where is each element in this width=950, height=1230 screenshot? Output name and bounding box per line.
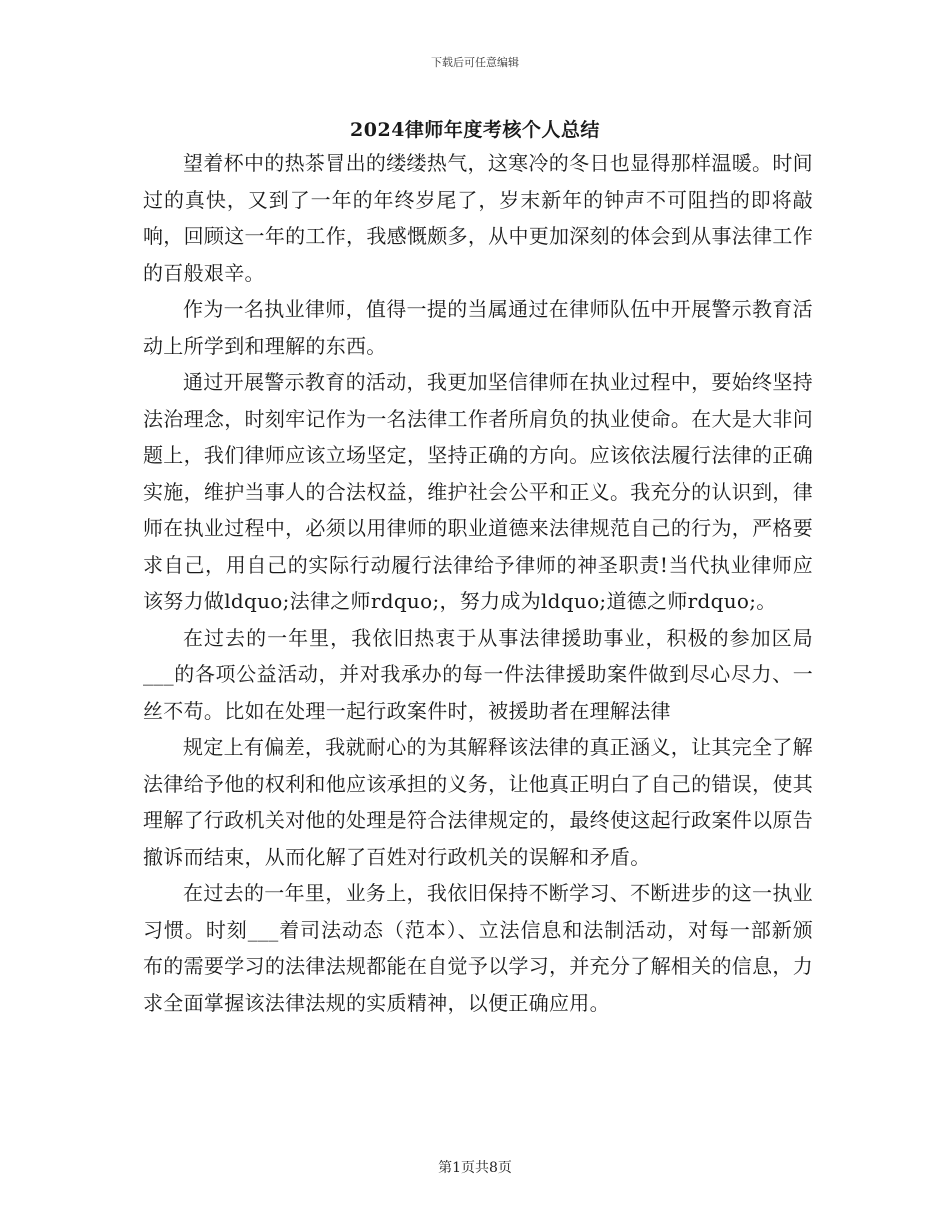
paragraph-2: 作为一名执业律师，值得一提的当属通过在律师队伍中开展警示教育活动上所学到和理解的东西。	[143, 297, 813, 358]
paragraph-3: 通过开展警示教育的活动，我更加坚信律师在执业过程中，要始终坚持法治理念，时刻牢记作为一名法律工作者所肩负的执业使命。在大是大非问题上，我们律师应该立场坚定，坚持正确的方向。应该依法履行法律的正确实施，维护当事人的合法权益，维护社会公平和正义。我充分的认识到，律师在执业过程中，必须以用律师的职业道德来法律规范自己的行为，严格要求自己，用自己的实际行动履行法律给予律师的神圣职责!当代执业律师应该努力做ldquo;法律之师rdquo;，努力成为ldquo;道德之师rdquo;。	[143, 370, 813, 613]
document-body	[143, 145, 813, 1021]
paragraph-1: 望着杯中的热茶冒出的缕缕热气，这寒冷的冬日也显得那样温暖。时间过的真快，又到了一年的年终岁尾了，岁末新年的钟声不可阻挡的即将敲响，回顾这一年的工作，我感慨颇多，从中更加深刻的体会到从事法律工作的百般艰辛。	[143, 151, 813, 285]
page-header-note: 下载后可任意编辑	[431, 56, 519, 69]
paragraph-4: 在过去的一年里，我依旧热衷于从事法律援助事业，积极的参加区局___的各项公益活动，并对我承办的每一件法律援助案件做到尽心尽力、一丝不苟。比如在处理一起行政案件时，被援助者在理解法律	[143, 625, 813, 723]
page-number: 第1页共8页	[438, 1160, 512, 1176]
document-title: 2024律师年度考核个人总结	[350, 119, 600, 141]
paragraph-6: 在过去的一年里，业务上，我依旧保持不断学习、不断进步的这一执业习惯。时刻___着司法动态（范本）、立法信息和法制活动，对每一部新颁布的需要学习的法律法规都能在自觉予以学习，并充分了解相关的信息，力求全面掌握该法律法规的实质精神，以便正确应用。	[143, 881, 813, 1015]
paragraph-5: 规定上有偏差，我就耐心的为其解释该法律的真正涵义，让其完全了解法律给予他的权利和他应该承担的义务，让他真正明白了自己的错误，使其理解了行政机关对他的处理是符合法律规定的，最终使这起行政案件以原告撤诉而结束，从而化解了百姓对行政机关的误解和矛盾。	[143, 735, 813, 869]
